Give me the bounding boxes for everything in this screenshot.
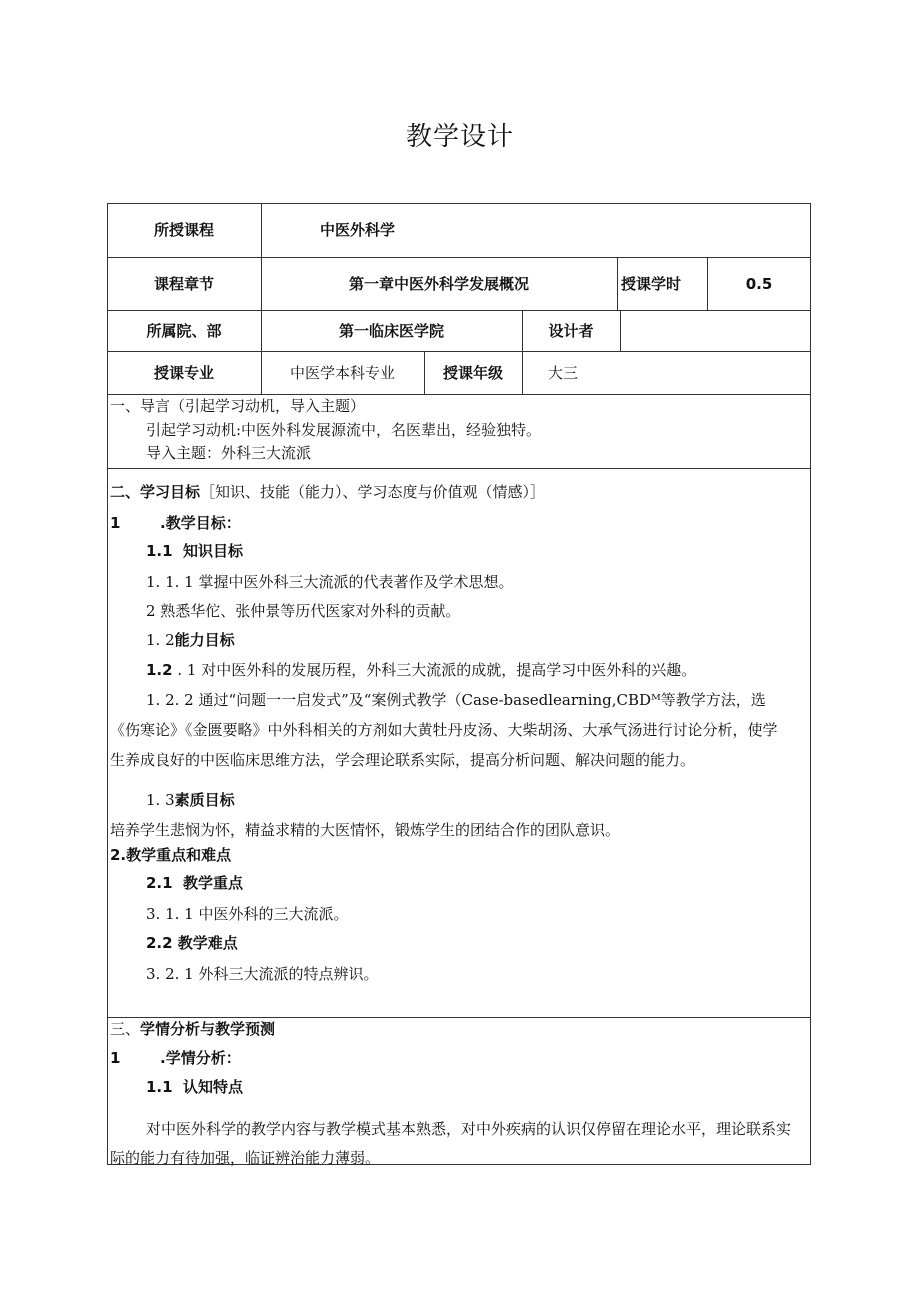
- key-point-item: 3. 1. 1 中医外科的三大流派。: [146, 905, 349, 923]
- cognition-paragraph-line-1: 对中医外科学的教学内容与教学模式基本熟悉，对中外疾病的认识仅停留在理论水平，理论联系实: [146, 1120, 792, 1138]
- analysis-heading: [110, 1019, 275, 1039]
- cognition-title: 认知特点: [183, 1078, 244, 1096]
- analysis-heading-number: 三、: [110, 1020, 141, 1038]
- goals-heading-sub: ［知识、技能（能力）、学习态度与价值观（情感）］: [200, 483, 546, 501]
- ability-item-2-line-3: 生养成良好的中医临床思维方法，学会理论联系实际，提高分析问题、解决问题的能力。: [110, 751, 696, 769]
- ability-item-2-line-1: 1. 2. 2 通过“问题一一启发式”及“案例式教学（Case-basedlearning,CBDᴹ等教学方法，选: [146, 691, 766, 709]
- cognition-paragraph-line-2: 际的能力有待加强，临证辨治能力薄弱。: [110, 1149, 381, 1167]
- col-divider: [617, 257, 618, 310]
- knowledge-item-2: 2 熟悉华佗、张仲景等历代医家对外科的贡献。: [146, 602, 461, 620]
- intro-heading: 一、导言（引起学习动机，导入主题）: [110, 397, 366, 415]
- intro-topic: 导入主题：外科三大流派: [146, 444, 312, 462]
- row-divider: [107, 394, 811, 395]
- designer-label: 设计者: [548, 322, 594, 340]
- goal-1-1-number: 1.1: [146, 542, 173, 560]
- chapter-label: 课程章节: [153, 275, 214, 293]
- course-label: 所授课程: [153, 221, 214, 239]
- goal-1-1-title: 知识目标: [183, 542, 244, 560]
- chapter-value: 第一章中医外科学发展概况: [348, 275, 529, 293]
- difficulty-item: 3. 2. 1 外科三大流派的特点辨识。: [146, 965, 379, 983]
- goal-1-3-heading: [146, 790, 235, 810]
- key-point-title: 教学重点: [183, 874, 244, 892]
- intro-motivation: 引起学习动机:中医外科发展源流中，名医辈出，经验独特。: [146, 421, 542, 439]
- analysis-heading-title: 学情分析与教学预测: [140, 1020, 276, 1038]
- knowledge-item-1: 1. 1. 1 掌握中医外科三大流派的代表著作及学术思想。: [146, 573, 514, 591]
- goal-1-3-number: 1. 3: [146, 791, 175, 809]
- analysis-1-number: 1: [110, 1049, 121, 1067]
- goal-1-3-title: 素质目标: [174, 791, 235, 809]
- major-value: 中医学本科专业: [289, 364, 395, 382]
- col-divider: [620, 310, 621, 351]
- goal-1-title: .教学目标：: [160, 514, 241, 532]
- row-divider: [107, 1017, 811, 1018]
- cognition-heading: [146, 1077, 243, 1097]
- grade-value: 大三: [548, 364, 579, 382]
- analysis-1-title: .学情分析：: [160, 1049, 241, 1067]
- row-divider: [107, 468, 811, 469]
- major-label: 授课专业: [153, 364, 214, 382]
- key-points-heading: 2.教学重点和难点: [110, 846, 232, 864]
- difficulty-heading: 2.2 教学难点: [146, 934, 238, 952]
- row-divider: [107, 257, 811, 258]
- quality-item: 培养学生悲悯为怀，精益求精的大医情怀，锻炼学生的团结合作的团队意识。: [110, 821, 621, 839]
- dept-value: 第一临床医学院: [338, 322, 444, 340]
- grade-label: 授课年级: [442, 364, 503, 382]
- page-title: 教学设计: [405, 122, 514, 152]
- hours-value: 0.5: [745, 275, 773, 293]
- key-point-heading: [146, 873, 243, 893]
- row-divider: [107, 351, 811, 352]
- goal-1-2-heading: [146, 630, 235, 650]
- course-value: 中医外科学: [320, 221, 396, 239]
- goal-1-number: 1: [110, 514, 121, 532]
- ability-item-1: [146, 660, 696, 680]
- ability-item-1-text: . 1 对中医外科的发展历程，外科三大流派的成就，提高学习中医外科的兴趣。: [177, 661, 697, 679]
- row-divider: [107, 310, 811, 311]
- hours-label: 授课学时: [621, 275, 682, 293]
- dept-label: 所属院、部: [146, 322, 222, 340]
- ability-item-2-line-2: 《伤寒论》《金匮要略》中外科相关的方剂如大黄牡丹皮汤、大柴胡汤、大承气汤进行讨论分析，使学: [110, 721, 778, 739]
- goals-heading-main: 二、学习目标: [110, 483, 201, 501]
- goals-heading: [110, 482, 545, 502]
- goal-1-1-heading: [146, 541, 243, 561]
- goal-1-2-number: 1. 2: [146, 631, 175, 649]
- goal-1-2-title: 能力目标: [174, 631, 235, 649]
- cognition-number: 1.1: [146, 1078, 173, 1096]
- ability-item-1-number: 1.2: [146, 661, 173, 679]
- key-point-number: 2.1: [146, 874, 173, 892]
